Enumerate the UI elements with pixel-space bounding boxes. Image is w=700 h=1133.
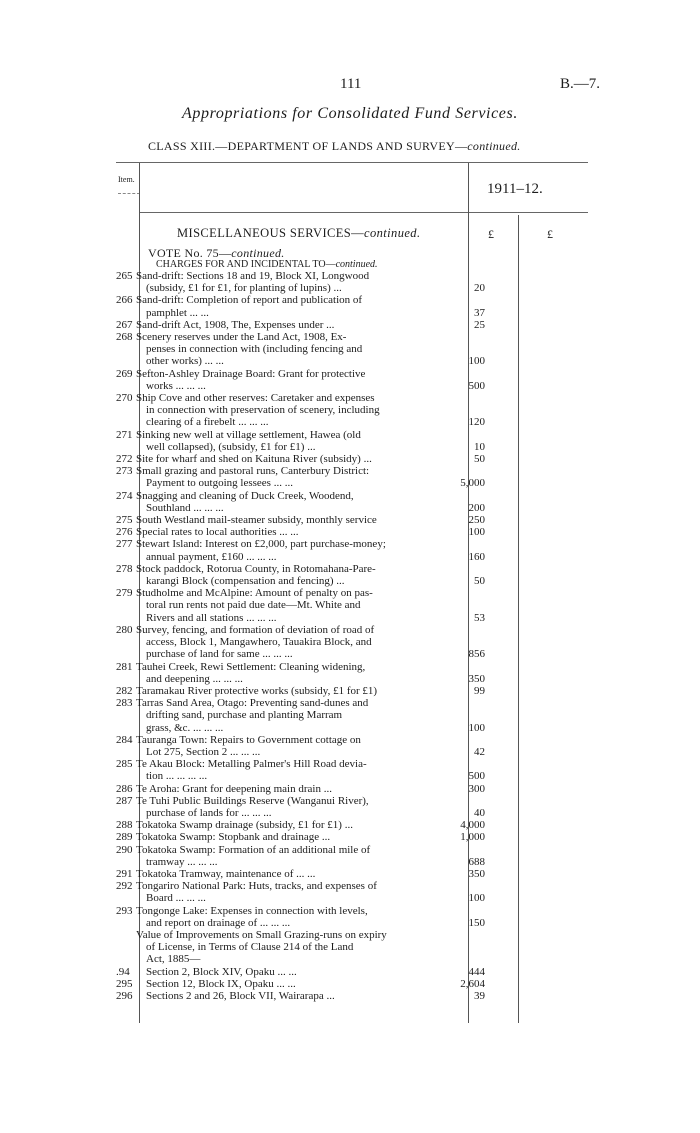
entry-description-line: Tarras Sand Area, Otago: Preventing sand-dunes and	[136, 697, 369, 710]
entry-amount	[435, 429, 485, 453]
entry-description	[136, 526, 435, 538]
entry-description	[136, 929, 435, 966]
entry-amount	[435, 819, 485, 831]
entry-amount-value: 250	[468, 514, 485, 527]
entry-amount	[435, 905, 485, 929]
entry-amount-value: 4,000	[460, 819, 485, 832]
entry-description	[136, 331, 435, 368]
entry-row	[0, 966, 700, 978]
entry-description-line: Tokatoka Swamp drainage (subsidy, £1 for £1) ...	[136, 819, 353, 832]
entry-row	[0, 758, 700, 782]
entry-amount-value: 40	[474, 806, 485, 819]
entry-description-line: Sinking new well at village settlement, Hawea (old	[136, 428, 361, 441]
entry-amount-value: 53	[474, 611, 485, 624]
entry-row	[0, 819, 700, 831]
entry-description-line: drifting sand, purchase and planting Marram	[146, 709, 343, 722]
entry-amount-value: 688	[468, 855, 485, 868]
entry-amount-value: 856	[468, 648, 485, 661]
entry-row	[0, 514, 700, 526]
entry-row	[0, 990, 700, 1002]
entry-row	[0, 587, 700, 624]
entry-row	[0, 429, 700, 453]
class-heading-suffix: continued.	[467, 139, 521, 153]
entry-item-number: 281	[116, 660, 133, 673]
entry-amount	[435, 685, 485, 697]
entry-description-line: Section 2, Block XIV, Opaku ... ...	[146, 965, 297, 978]
entry-item-number: 290	[116, 843, 133, 856]
pound-unit-col2: £	[547, 227, 553, 241]
entry-description-line: Stewart Island: Interest on £2,000, part purchase-money;	[136, 538, 386, 551]
entry-item-number: 276	[116, 526, 133, 539]
entry-description	[136, 990, 435, 1002]
entry-description-line: of License, in Terms of Clause 214 of the Land	[146, 941, 354, 954]
entry-item-number: 274	[116, 489, 133, 502]
entry-item-number: 285	[116, 758, 133, 771]
entry-description-line: annual payment, £160 ... ... ...	[146, 550, 277, 563]
entry-description-line: Board ... ... ...	[146, 892, 206, 905]
entry-row	[0, 831, 700, 843]
entry-amount-value: 444	[468, 965, 485, 978]
entry-amount-value: 200	[468, 501, 485, 514]
entry-item-number: 292	[116, 880, 133, 893]
entry-description-line: Section 12, Block IX, Opaku ... ...	[146, 977, 296, 990]
entry-description-line: and report on drainage of ... ... ...	[146, 916, 291, 929]
entry-description-line: Tokatoka Swamp: Formation of an additional mile of	[136, 843, 371, 856]
entry-description-line: Survey, fencing, and formation of deviation of road of	[136, 623, 375, 636]
charges-heading-text: CHARGES FOR AND INCIDENTAL TO—	[156, 259, 336, 270]
entry-amount	[435, 783, 485, 795]
entry-amount-value: 350	[468, 867, 485, 880]
entry-description-line: Site for wharf and shed on Kaituna River (subsidy) ...	[136, 453, 372, 466]
entry-item-number: 286	[116, 782, 133, 795]
entry-row	[0, 905, 700, 929]
entry-amount	[435, 392, 485, 429]
entry-row	[0, 538, 700, 562]
entry-description	[136, 795, 435, 819]
entry-row	[0, 795, 700, 819]
entry-description	[136, 905, 435, 929]
class-heading-text: CLASS XIII.—DEPARTMENT OF LANDS AND SURVEY—	[148, 139, 468, 153]
entry-description-line: purchase of lands for ... ... ...	[146, 806, 272, 819]
entry-amount-value: 39	[474, 989, 485, 1002]
entry-description	[136, 831, 435, 843]
entry-amount-value: 20	[474, 282, 485, 295]
entry-description	[136, 294, 435, 318]
entry-amount	[435, 587, 485, 624]
entry-description-line: Te Aroha: Grant for deepening main drain ...	[136, 782, 332, 795]
entry-amount-value: 2,604	[460, 977, 485, 990]
entry-description-line: Tauhei Creek, Rewi Settlement: Cleaning widening,	[136, 660, 366, 673]
entry-item-number: 272	[116, 453, 133, 466]
entry-row	[0, 685, 700, 697]
entry-description-line: (subsidy, £1 for £1, for planting of lupins) ...	[146, 282, 342, 295]
section-heading-suffix: continued.	[364, 226, 421, 240]
entry-amount	[435, 831, 485, 843]
entry-row	[0, 368, 700, 392]
entry-amount	[435, 453, 485, 465]
entry-item-number: 295	[116, 977, 133, 990]
entry-row	[0, 331, 700, 368]
entry-description	[136, 844, 435, 868]
entry-row	[0, 453, 700, 465]
entry-amount	[435, 319, 485, 331]
entry-row	[0, 978, 700, 990]
entry-description	[136, 453, 435, 465]
entry-description-line: access, Block 1, Mangawhero, Tauakira Block, and	[146, 636, 372, 649]
entry-row	[0, 624, 700, 661]
entry-amount	[435, 966, 485, 978]
entry-amount-value: 1,000	[460, 831, 485, 844]
entry-description-line: Tokatoka Swamp: Stopbank and drainage ...	[136, 831, 331, 844]
entry-description-line: Ship Cove and other reserves: Caretaker and expenses	[136, 392, 375, 405]
entry-amount	[435, 929, 485, 966]
entry-amount-value: 50	[474, 453, 485, 466]
entry-amount	[435, 331, 485, 368]
entry-description-line: works ... ... ...	[146, 379, 206, 392]
entry-amount-value: 37	[474, 306, 485, 319]
item-column-header: Item.	[118, 175, 135, 184]
entry-item-number: 289	[116, 831, 133, 844]
entry-description	[136, 758, 435, 782]
table-header-rule	[140, 212, 588, 213]
entry-amount-value: 120	[468, 416, 485, 429]
pound-unit-col1: £	[488, 227, 494, 241]
entry-row	[0, 392, 700, 429]
entry-description-line: Special rates to local authorities ... ...	[136, 526, 299, 539]
entry-description-line: Value of Improvements on Small Grazing-runs on expiry	[136, 928, 387, 941]
entry-item-number: 288	[116, 819, 133, 832]
entry-row	[0, 490, 700, 514]
entry-row	[0, 783, 700, 795]
entry-description	[136, 368, 435, 392]
entry-amount-value: 300	[468, 782, 485, 795]
entry-description-line: karangi Block (compensation and fencing) ...	[146, 575, 345, 588]
entry-amount-value: 150	[468, 916, 485, 929]
entry-description-line: Scenery reserves under the Land Act, 1908, Ex-	[136, 331, 347, 344]
entry-description-line: penses in connection with (including fencing and	[146, 343, 363, 356]
entry-row	[0, 880, 700, 904]
entry-amount	[435, 538, 485, 562]
entry-row	[0, 868, 700, 880]
entry-description-line: in connection with preservation of scenery, including	[146, 404, 380, 417]
entry-item-number: 283	[116, 697, 133, 710]
entry-description-line: Sand-drift: Completion of report and publication of	[136, 294, 363, 307]
entry-item-number: 270	[116, 392, 133, 405]
entry-amount	[435, 990, 485, 1002]
entry-amount	[435, 490, 485, 514]
entry-description-line: and deepening ... ... ...	[146, 672, 243, 685]
entry-description-line: Sand-drift: Sections 18 and 19, Block XI, Longwood	[136, 270, 370, 282]
entry-row	[0, 661, 700, 685]
entry-row	[0, 563, 700, 587]
entry-description-line: toral run rents not paid due date—Mt. White and	[146, 599, 361, 612]
entry-item-number: 287	[116, 794, 133, 807]
entry-amount-value: 100	[468, 526, 485, 539]
entry-amount	[435, 661, 485, 685]
entry-item-number: 282	[116, 684, 133, 697]
entry-description	[136, 319, 435, 331]
entry-description-line: South Westland mail-steamer subsidy, monthly service	[136, 514, 377, 527]
entry-description-line: Taramakau River protective works (subsidy, £1 for £1)	[136, 684, 378, 697]
entry-amount	[435, 844, 485, 868]
entry-amount-value: 10	[474, 440, 485, 453]
entry-description	[136, 270, 435, 294]
entry-amount-value: 42	[474, 745, 485, 758]
class-heading	[148, 139, 521, 154]
entry-amount	[435, 526, 485, 538]
entry-description-line: Stock paddock, Rotorua County, in Rotomahana-Pare-	[136, 562, 376, 575]
entry-amount	[435, 795, 485, 819]
entry-row	[0, 929, 700, 966]
entry-item-number: 267	[116, 318, 133, 331]
entry-description-line: Sections 2 and 26, Block VII, Wairarapa ...	[146, 989, 335, 1002]
appropriation-entries	[0, 270, 700, 1002]
entry-description-line: grass, &c. ... ... ...	[146, 721, 224, 734]
header-top-rule	[116, 162, 588, 163]
entry-description-line: Studholme and McAlpine: Amount of penalty on pas-	[136, 587, 373, 600]
entry-amount	[435, 624, 485, 661]
entry-description-line: Act, 1885—	[146, 953, 201, 966]
entry-row	[0, 526, 700, 538]
entry-description-line: Tokatoka Tramway, maintenance of ... ...	[136, 867, 316, 880]
entry-description-line: Te Tuhi Public Buildings Reserve (Wanganui River),	[136, 794, 369, 807]
entry-amount-value: 100	[468, 721, 485, 734]
entry-amount	[435, 270, 485, 294]
entry-amount	[435, 294, 485, 318]
entry-amount	[435, 697, 485, 734]
entry-item-number: 279	[116, 587, 133, 600]
entry-amount-value: 160	[468, 550, 485, 563]
entry-description	[136, 429, 435, 453]
entry-description-line: Southland ... ... ...	[146, 501, 224, 514]
item-header-rule	[118, 193, 140, 194]
entry-description	[136, 868, 435, 880]
page-title: Appropriations for Consolidated Fund Services.	[182, 105, 518, 122]
entry-item-number: 296	[116, 989, 133, 1002]
entry-amount-value: 50	[474, 575, 485, 588]
entry-amount	[435, 563, 485, 587]
vote-heading-text: VOTE No. 75—	[148, 246, 232, 260]
entry-amount-value: 500	[468, 379, 485, 392]
entry-amount-value: 500	[468, 770, 485, 783]
entry-description	[136, 514, 435, 526]
entry-description-line: Snagging and cleaning of Duck Creek, Woodend,	[136, 489, 354, 502]
entry-item-number: 291	[116, 867, 133, 880]
entry-description	[136, 819, 435, 831]
entry-description	[136, 392, 435, 429]
entry-item-number: 269	[116, 367, 133, 380]
entry-item-number: 280	[116, 623, 133, 636]
document-code: B.—7.	[560, 76, 601, 92]
entry-description	[136, 880, 435, 904]
entry-row	[0, 294, 700, 318]
entry-amount-value: 99	[474, 684, 485, 697]
entry-description	[136, 685, 435, 697]
vote-heading-suffix: continued.	[231, 246, 285, 260]
entry-description	[136, 538, 435, 562]
entry-description	[136, 624, 435, 661]
entry-amount-value: 25	[474, 318, 485, 331]
entry-item-number: 266	[116, 294, 133, 307]
entry-description	[136, 734, 435, 758]
entry-item-number: 265	[116, 270, 133, 282]
entry-description	[136, 966, 435, 978]
charges-heading	[156, 259, 378, 270]
entry-description-line: Te Akau Block: Metalling Palmer's Hill Road devia-	[136, 758, 367, 771]
entry-description	[136, 783, 435, 795]
entry-amount	[435, 868, 485, 880]
charges-heading-suffix: continued.	[335, 259, 378, 270]
entry-description	[136, 587, 435, 624]
entry-description-line: Sefton-Ashley Drainage Board: Grant for protective	[136, 367, 366, 380]
entry-amount	[435, 368, 485, 392]
entry-description-line: Sand-drift Act, 1908, The, Expenses under ...	[136, 318, 335, 331]
entry-description-line: Tauranga Town: Repairs to Government cottage on	[136, 733, 361, 746]
entry-item-number: .94	[116, 965, 130, 978]
entry-description-line: clearing of a firebelt ... ... ...	[146, 416, 269, 429]
entry-description-line: Tongariro National Park: Huts, tracks, and expenses of	[136, 880, 377, 893]
entry-description-line: Tongonge Lake: Expenses in connection with levels,	[136, 904, 368, 917]
entry-description	[136, 490, 435, 514]
entry-item-number: 293	[116, 904, 133, 917]
entry-amount	[435, 758, 485, 782]
entry-description-line: Small grazing and pastoral runs, Canterbury District:	[136, 465, 370, 478]
entry-amount-value: 100	[468, 892, 485, 905]
entry-item-number: 268	[116, 331, 133, 344]
entry-description-line: purchase of land for same ... ... ...	[146, 648, 293, 661]
entry-item-number: 273	[116, 465, 133, 478]
section-heading	[177, 226, 420, 241]
entry-description-line: tramway ... ... ...	[146, 855, 218, 868]
entry-amount	[435, 734, 485, 758]
entry-item-number: 284	[116, 733, 133, 746]
entry-amount	[435, 880, 485, 904]
entry-description-line: other works) ... ...	[146, 355, 224, 368]
year-column-header: 1911–12.	[487, 181, 543, 197]
entry-description-line: Lot 275, Section 2 ... ... ...	[146, 745, 261, 758]
entry-amount	[435, 978, 485, 990]
entry-description	[136, 978, 435, 990]
entry-description-line: pamphlet ... ...	[146, 306, 209, 319]
entry-amount	[435, 465, 485, 489]
entry-item-number: 271	[116, 428, 133, 441]
entry-row	[0, 697, 700, 734]
entry-description-line: well collapsed), (subsidy, £1 for £1) ...	[146, 440, 316, 453]
entry-description-line: tion ... ... ... ...	[146, 770, 208, 783]
entry-item-number	[0, 929, 136, 966]
entry-row	[0, 270, 700, 294]
entry-item-number: 278	[116, 562, 133, 575]
entry-amount	[435, 514, 485, 526]
page-number: 111	[340, 76, 362, 92]
entry-description	[136, 697, 435, 734]
entry-row	[0, 844, 700, 868]
entry-amount-value: 350	[468, 672, 485, 685]
entry-amount-value: 5,000	[460, 477, 485, 490]
entry-item-number: 275	[116, 514, 133, 527]
entry-description-line: Payment to outgoing lessees ... ...	[146, 477, 293, 490]
section-heading-text: MISCELLANEOUS SERVICES—	[177, 226, 365, 240]
entry-item-number: 277	[116, 538, 133, 551]
entry-row	[0, 465, 700, 489]
entry-description	[136, 661, 435, 685]
entry-row	[0, 734, 700, 758]
entry-row	[0, 319, 700, 331]
entry-amount-value: 100	[468, 355, 485, 368]
entry-description	[136, 563, 435, 587]
entry-description-line: Rivers and all stations ... ... ...	[146, 611, 277, 624]
entry-description	[136, 465, 435, 489]
